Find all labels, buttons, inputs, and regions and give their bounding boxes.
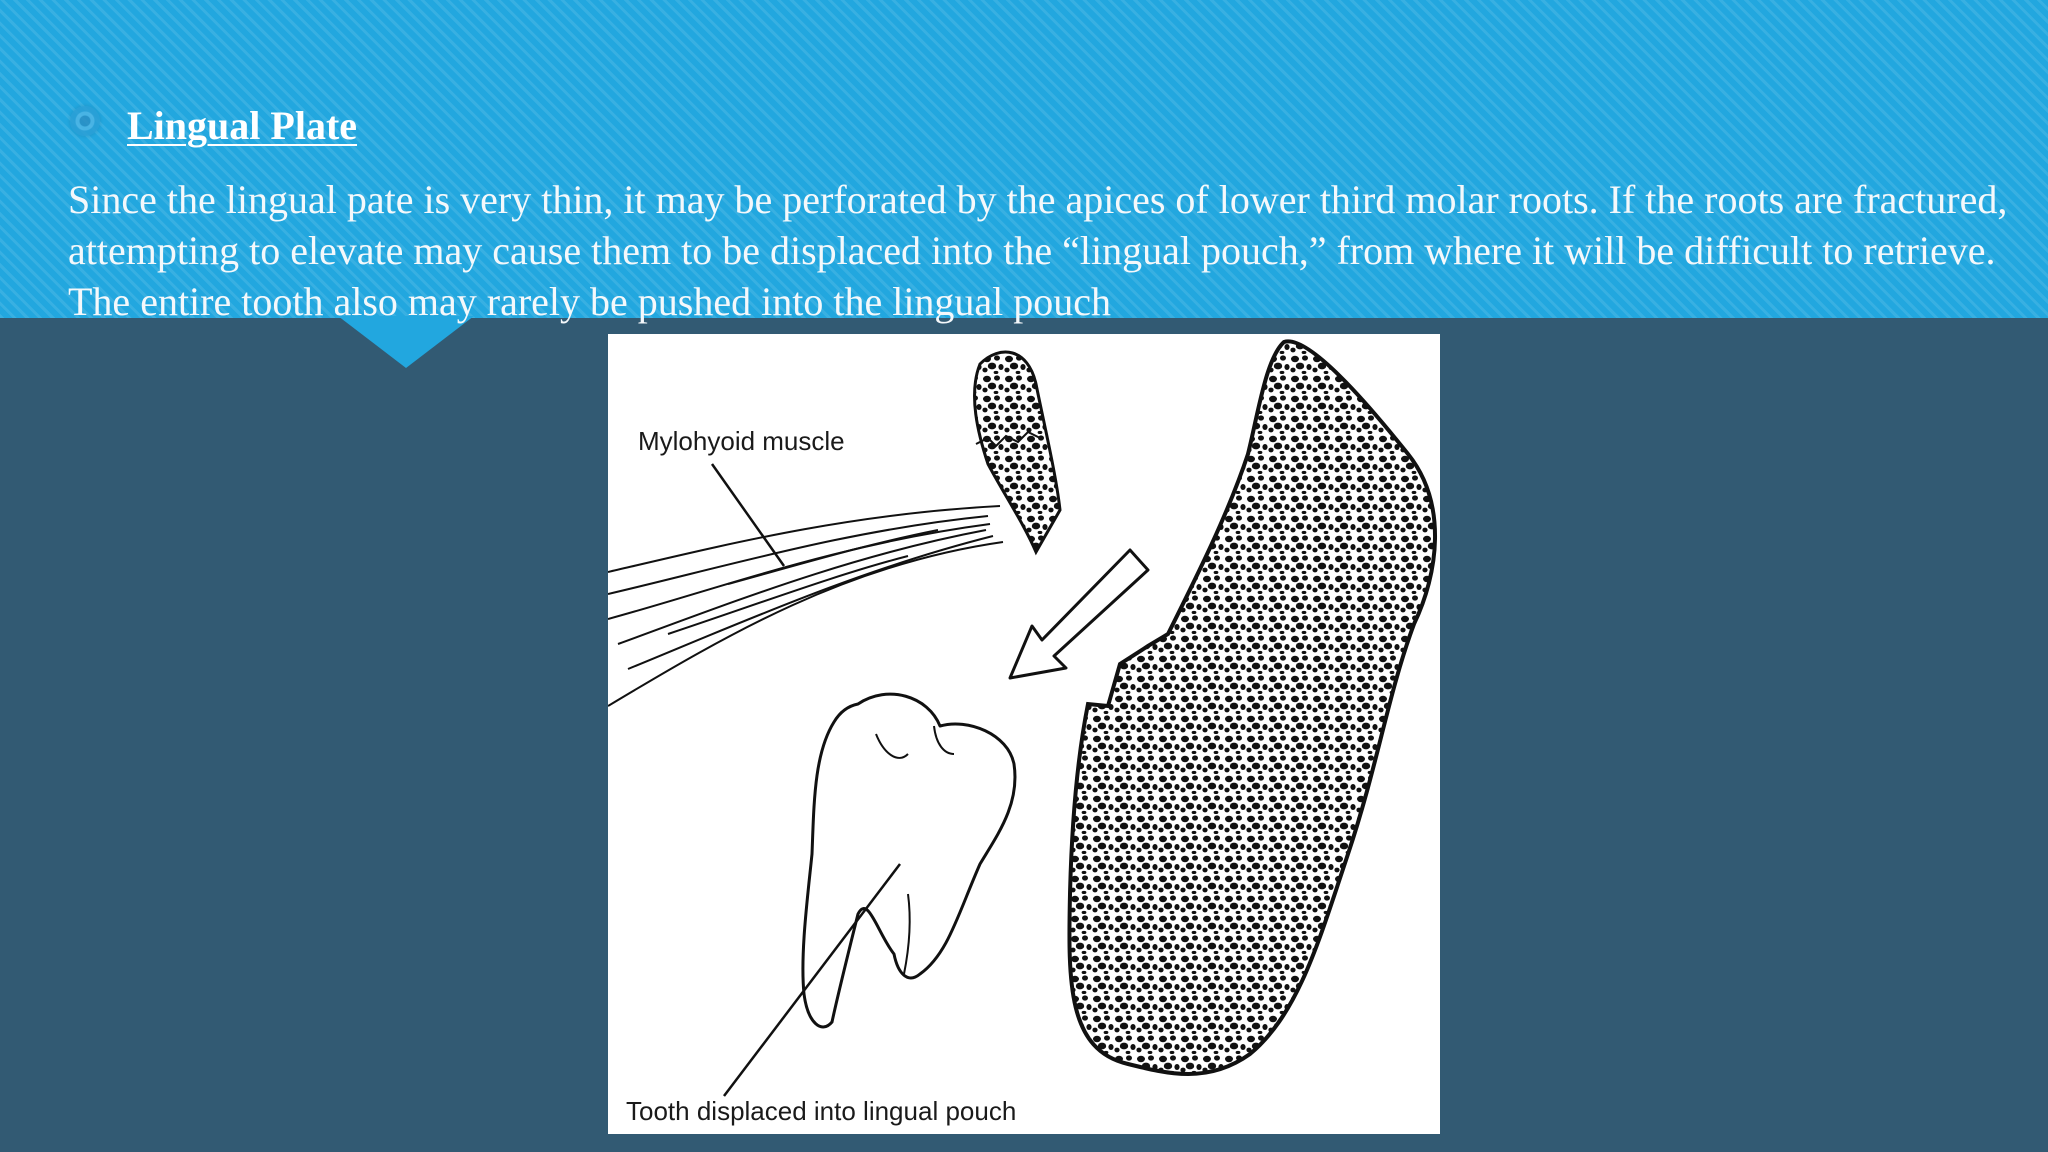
mylohyoid-muscle-label: Mylohyoid muscle	[638, 426, 845, 456]
displaced-tooth	[803, 694, 1015, 1027]
slide-body-text: Since the lingual pate is very thin, it may be perforated by the apices of lower third molar roots. If the roots are fractured, attempting to elevate may cause them to be displaced into the “lingual pouch,” from where it will be difficult to retrieve. The entire tooth also may rarely be pushed into the lingual pouch	[68, 177, 2008, 324]
slide-heading: Lingual Plate	[127, 103, 358, 148]
bone-fragment	[975, 352, 1060, 552]
muscle-pointer-line	[712, 464, 784, 566]
tooth-displaced-label: Tooth displaced into lingual pouch	[626, 1096, 1017, 1126]
illustration-figure	[608, 334, 1440, 1134]
mandible-cross-section	[1069, 341, 1435, 1074]
bullet-circle-icon	[70, 106, 100, 136]
muscle-fibers	[608, 506, 1003, 706]
